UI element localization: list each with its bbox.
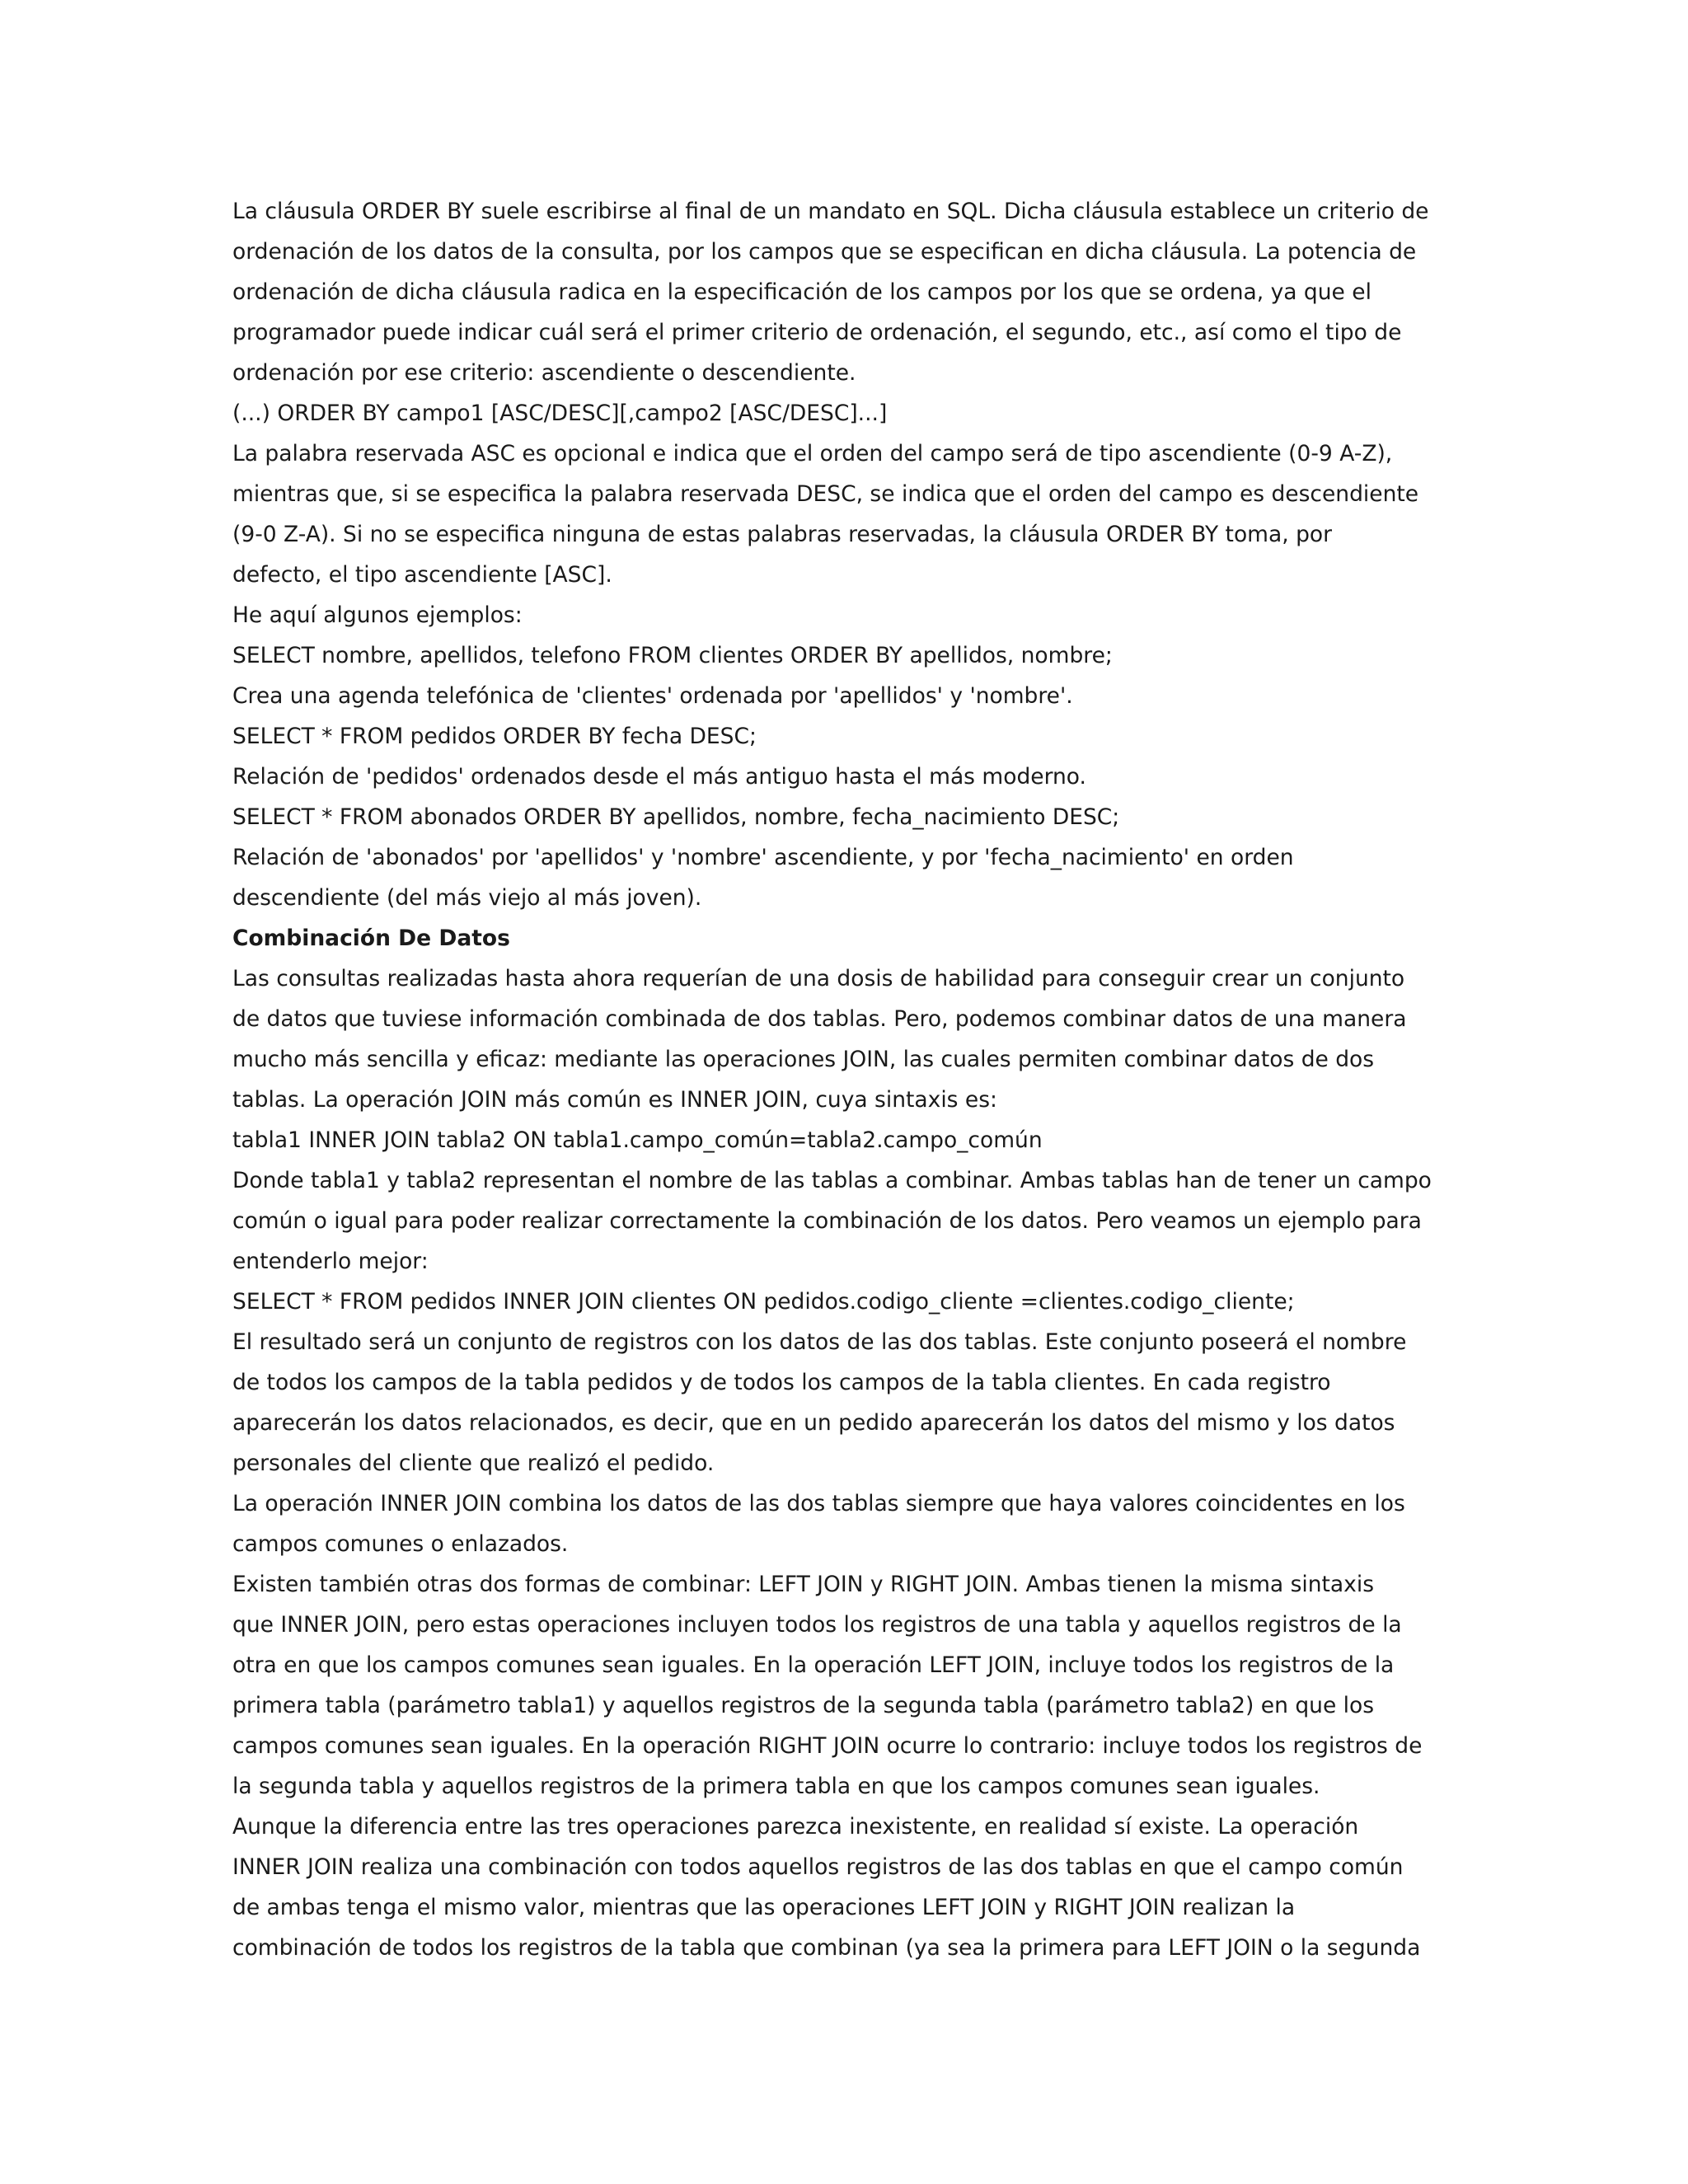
text-line: descendiente (del más viejo al más joven). [232, 885, 702, 911]
text-line: SELECT * FROM pedidos INNER JOIN clientes ON pedidos.codigo_cliente =clientes.codigo_cliente; [232, 1289, 1295, 1315]
text-line: campos comunes o enlazados. [232, 1531, 569, 1557]
text-line: personales del cliente que realizó el pedido. [232, 1451, 715, 1476]
text-line: SELECT * FROM abonados ORDER BY apellidos, nombre, fecha_nacimiento DESC; [232, 804, 1120, 830]
text-line: ordenación de dicha cláusula radica en la especificación de los campos por los que se ordena, ya que el [232, 279, 1372, 305]
text-line: El resultado será un conjunto de registros con los datos de las dos tablas. Este conjunto poseerá el nombre [232, 1329, 1407, 1355]
section-heading: Combinación De Datos [232, 926, 510, 951]
text-line: primera tabla (parámetro tabla1) y aquellos registros de la segunda tabla (parámetro tabla2) en que los [232, 1693, 1375, 1718]
text-line: ordenación de los datos de la consulta, por los campos que se especifican en dicha cláusula. La potencia de [232, 239, 1417, 265]
text-line: que INNER JOIN, pero estas operaciones incluyen todos los registros de una tabla y aquellos registros de la [232, 1612, 1402, 1638]
text-line: He aquí algunos ejemplos: [232, 602, 523, 628]
text-line: SELECT * FROM pedidos ORDER BY fecha DESC; [232, 724, 757, 749]
text-line: tablas. La operación JOIN más común es INNER JOIN, cuya sintaxis es: [232, 1087, 997, 1113]
text-line: tabla1 INNER JOIN tabla2 ON tabla1.campo_común=tabla2.campo_común [232, 1127, 1043, 1153]
text-line: combinación de todos los registros de la tabla que combinan (ya sea la primera para LEFT JOIN o la segunda [232, 1935, 1421, 1961]
text-line: programador puede indicar cuál será el primer criterio de ordenación, el segundo, etc., así como el tipo de [232, 320, 1402, 345]
text-line: campos comunes sean iguales. En la operación RIGHT JOIN ocurre lo contrario: incluye todos los registros de [232, 1733, 1423, 1759]
text-line: INNER JOIN realiza una combinación con todos aquellos registros de las dos tablas en que el campo común [232, 1854, 1404, 1880]
text-line: Las consultas realizadas hasta ahora requerían de una dosis de habilidad para conseguir crear un conjunto [232, 966, 1405, 991]
text-line: (...) ORDER BY campo1 [ASC/DESC][,campo2 [ASC/DESC]...] [232, 401, 888, 426]
text-line: de ambas tenga el mismo valor, mientras que las operaciones LEFT JOIN y RIGHT JOIN realizan la [232, 1895, 1296, 1920]
text-line: la segunda tabla y aquellos registros de la primera tabla en que los campos comunes sean iguales. [232, 1774, 1320, 1799]
text-line: Crea una agenda telefónica de 'clientes' ordenada por 'apellidos' y 'nombre'. [232, 683, 1073, 709]
text-line: La cláusula ORDER BY suele escribirse al final de un mandato en SQL. Dicha cláusula establece un criterio de [232, 199, 1429, 224]
text-line: común o igual para poder realizar correctamente la combinación de los datos. Pero veamos un ejemplo para [232, 1208, 1422, 1234]
text-line: de todos los campos de la tabla pedidos y de todos los campos de la tabla clientes. En cada registro [232, 1370, 1331, 1395]
text-line: de datos que tuviese información combinada de dos tablas. Pero, podemos combinar datos de una manera [232, 1006, 1407, 1032]
text-line: Donde tabla1 y tabla2 representan el nombre de las tablas a combinar. Ambas tablas han de tener un campo [232, 1168, 1432, 1193]
text-line: mucho más sencilla y eficaz: mediante las operaciones JOIN, las cuales permiten combinar datos de dos [232, 1047, 1375, 1072]
text-line: Relación de 'pedidos' ordenados desde el más antiguo hasta el más moderno. [232, 764, 1086, 790]
text-line: Aunque la diferencia entre las tres operaciones parezca inexistente, en realidad sí existe. La operación [232, 1814, 1359, 1840]
text-line: ordenación por ese criterio: ascendiente o descendiente. [232, 360, 856, 386]
text-line: entenderlo mejor: [232, 1249, 429, 1274]
text-line: Relación de 'abonados' por 'apellidos' y 'nombre' ascendiente, y por 'fecha_nacimiento' en orden [232, 845, 1294, 870]
text-line: (9-0 Z-A). Si no se especifica ninguna de estas palabras reservadas, la cláusula ORDER BY toma, por [232, 522, 1332, 547]
text-line: La operación INNER JOIN combina los datos de las dos tablas siempre que haya valores coincidentes en los [232, 1491, 1405, 1516]
text-line: SELECT nombre, apellidos, telefono FROM clientes ORDER BY apellidos, nombre; [232, 643, 1113, 668]
text-line: aparecerán los datos relacionados, es decir, que en un pedido aparecerán los datos del mismo y los datos [232, 1410, 1395, 1436]
text-line: mientras que, si se especifica la palabra reservada DESC, se indica que el orden del campo es descendiente [232, 481, 1419, 507]
text-line: otra en que los campos comunes sean iguales. En la operación LEFT JOIN, incluye todos los registros de la [232, 1652, 1395, 1678]
document-page [232, 191, 1452, 1968]
text-line: Existen también otras dos formas de combinar: LEFT JOIN y RIGHT JOIN. Ambas tienen la misma sintaxis [232, 1572, 1375, 1597]
text-line: defecto, el tipo ascendiente [ASC]. [232, 562, 612, 588]
text-line: La palabra reservada ASC es opcional e indica que el orden del campo será de tipo ascendiente (0-9 A-Z), [232, 441, 1393, 466]
